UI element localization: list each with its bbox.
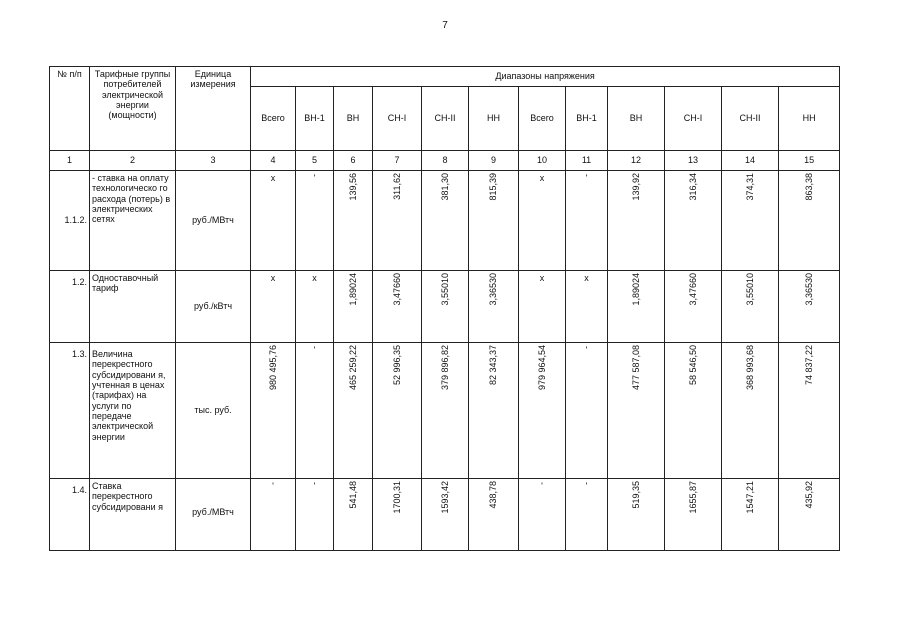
row-unit: руб./МВтч [176, 171, 251, 271]
row-unit: руб./МВтч [176, 479, 251, 551]
header-sub-vn1-2: ВН-1 [566, 87, 608, 151]
value-cell: 979 964,54 [536, 345, 547, 391]
column-number: 10 [519, 151, 566, 171]
value-cell: 541,48 [347, 481, 358, 509]
row-number: 1.3. [50, 343, 90, 479]
value-cell: 368 993,68 [744, 345, 755, 391]
value-cell: 82 343,37 [488, 345, 499, 386]
value-cell: 316,34 [687, 173, 698, 201]
column-number: 7 [373, 151, 422, 171]
row-number: 1.4. [50, 479, 90, 551]
tariff-table [49, 66, 840, 551]
value-cell: 863,38 [803, 173, 814, 201]
value-cell: 1593,42 [439, 481, 450, 514]
row-number: 1.1.2. [50, 171, 90, 271]
value-cell: 58 546,50 [687, 345, 698, 386]
value-cell: x [584, 273, 589, 283]
value-cell: ' [541, 481, 543, 491]
value-cell: 3,36530 [488, 273, 499, 306]
value-cell: 1,89024 [347, 273, 358, 306]
value-cell: ' [313, 345, 316, 355]
value-cell: 381,30 [439, 173, 450, 201]
header-sub-vsego-2: Всего [519, 87, 566, 151]
table-row [50, 171, 840, 271]
value-cell: ' [313, 173, 316, 183]
column-number: 4 [251, 151, 296, 171]
header-sub-vn1-1: ВН-1 [296, 87, 334, 151]
table-row [50, 343, 840, 479]
value-cell: ' [272, 481, 274, 491]
header-sub-vsego-1: Всего [251, 87, 296, 151]
header-sub-nn-1: НН [469, 87, 519, 151]
column-number: 9 [469, 151, 519, 171]
value-cell: 139,56 [347, 173, 358, 201]
value-cell: 980 495,76 [267, 345, 278, 391]
value-cell: 3,55010 [744, 273, 755, 306]
column-number: 6 [334, 151, 373, 171]
header-sub-sn1-2: СН-I [665, 87, 722, 151]
row-name: Величина перекрестного субсидировани я, учтенная в ценах (тарифах) на услуги по передаче электрической энергии [90, 343, 176, 479]
value-cell: 3,36530 [803, 273, 814, 306]
column-number: 11 [566, 151, 608, 171]
value-cell: 379 896,82 [439, 345, 450, 391]
value-cell: 3,47660 [391, 273, 402, 306]
value-cell: x [270, 273, 276, 283]
column-number: 12 [608, 151, 665, 171]
header-sub-sn1-1: СН-I [373, 87, 422, 151]
column-number: 5 [296, 151, 334, 171]
row-name: - ставка на оплату технологическо го расхода (потерь) в электрических сетях [90, 171, 176, 271]
value-cell: ' [585, 173, 588, 183]
value-cell: 815,39 [488, 173, 499, 201]
value-cell: 435,92 [803, 481, 814, 509]
row-name: Одноставочный тариф [90, 271, 176, 343]
table-row [50, 479, 840, 551]
value-cell: 74 837,22 [803, 345, 814, 386]
value-cell: 519,35 [630, 481, 641, 509]
header-tariff-group: Тарифные группы потребителей электрической энергии (мощности) [90, 67, 176, 151]
value-cell: 1547,21 [744, 481, 755, 514]
header-voltage-ranges: Диапазоны напряжения [251, 67, 840, 87]
row-unit: руб./кВтч [176, 271, 251, 343]
header-no: № п/п [50, 67, 90, 151]
column-number: 2 [90, 151, 176, 171]
header-sub-nn-2: НН [779, 87, 840, 151]
value-cell: 477 587,08 [630, 345, 641, 391]
value-cell: 374,31 [744, 173, 755, 201]
row-unit: тыс. руб. [176, 343, 251, 479]
header-unit: Единица измерения [176, 67, 251, 151]
column-number: 3 [176, 151, 251, 171]
value-cell: ' [313, 481, 316, 491]
value-cell: 438,78 [488, 481, 499, 509]
table-row [50, 271, 840, 343]
value-cell: 1,89024 [630, 273, 641, 306]
column-number: 15 [779, 151, 840, 171]
header-row-top [50, 67, 840, 87]
header-sub-vn-2: ВН [608, 87, 665, 151]
value-cell: x [539, 273, 545, 283]
row-number: 1.2. [50, 271, 90, 343]
column-number: 13 [665, 151, 722, 171]
value-cell: 1655,87 [687, 481, 698, 514]
column-number: 1 [50, 151, 90, 171]
column-number: 14 [722, 151, 779, 171]
value-cell: 52 996,35 [391, 345, 402, 386]
column-number: 8 [422, 151, 469, 171]
value-cell: 311,62 [391, 173, 402, 200]
value-cell: x [312, 273, 317, 283]
value-cell: 3,47660 [687, 273, 698, 306]
header-sub-sn2-1: СН-II [422, 87, 469, 151]
value-cell: x [270, 173, 276, 183]
value-cell: ' [585, 481, 588, 491]
value-cell: ' [585, 345, 588, 355]
value-cell: 465 259,22 [347, 345, 358, 391]
row-name: Ставка перекрестного субсидировани я [90, 479, 176, 551]
column-number-row [50, 151, 840, 171]
value-cell: 1700,31 [391, 481, 402, 514]
value-cell: 139,92 [630, 173, 641, 201]
value-cell: x [539, 173, 545, 183]
header-sub-vn-1: ВН [334, 87, 373, 151]
value-cell: 3,55010 [439, 273, 450, 306]
page-number: 7 [442, 20, 448, 31]
header-sub-sn2-2: СН-II [722, 87, 779, 151]
